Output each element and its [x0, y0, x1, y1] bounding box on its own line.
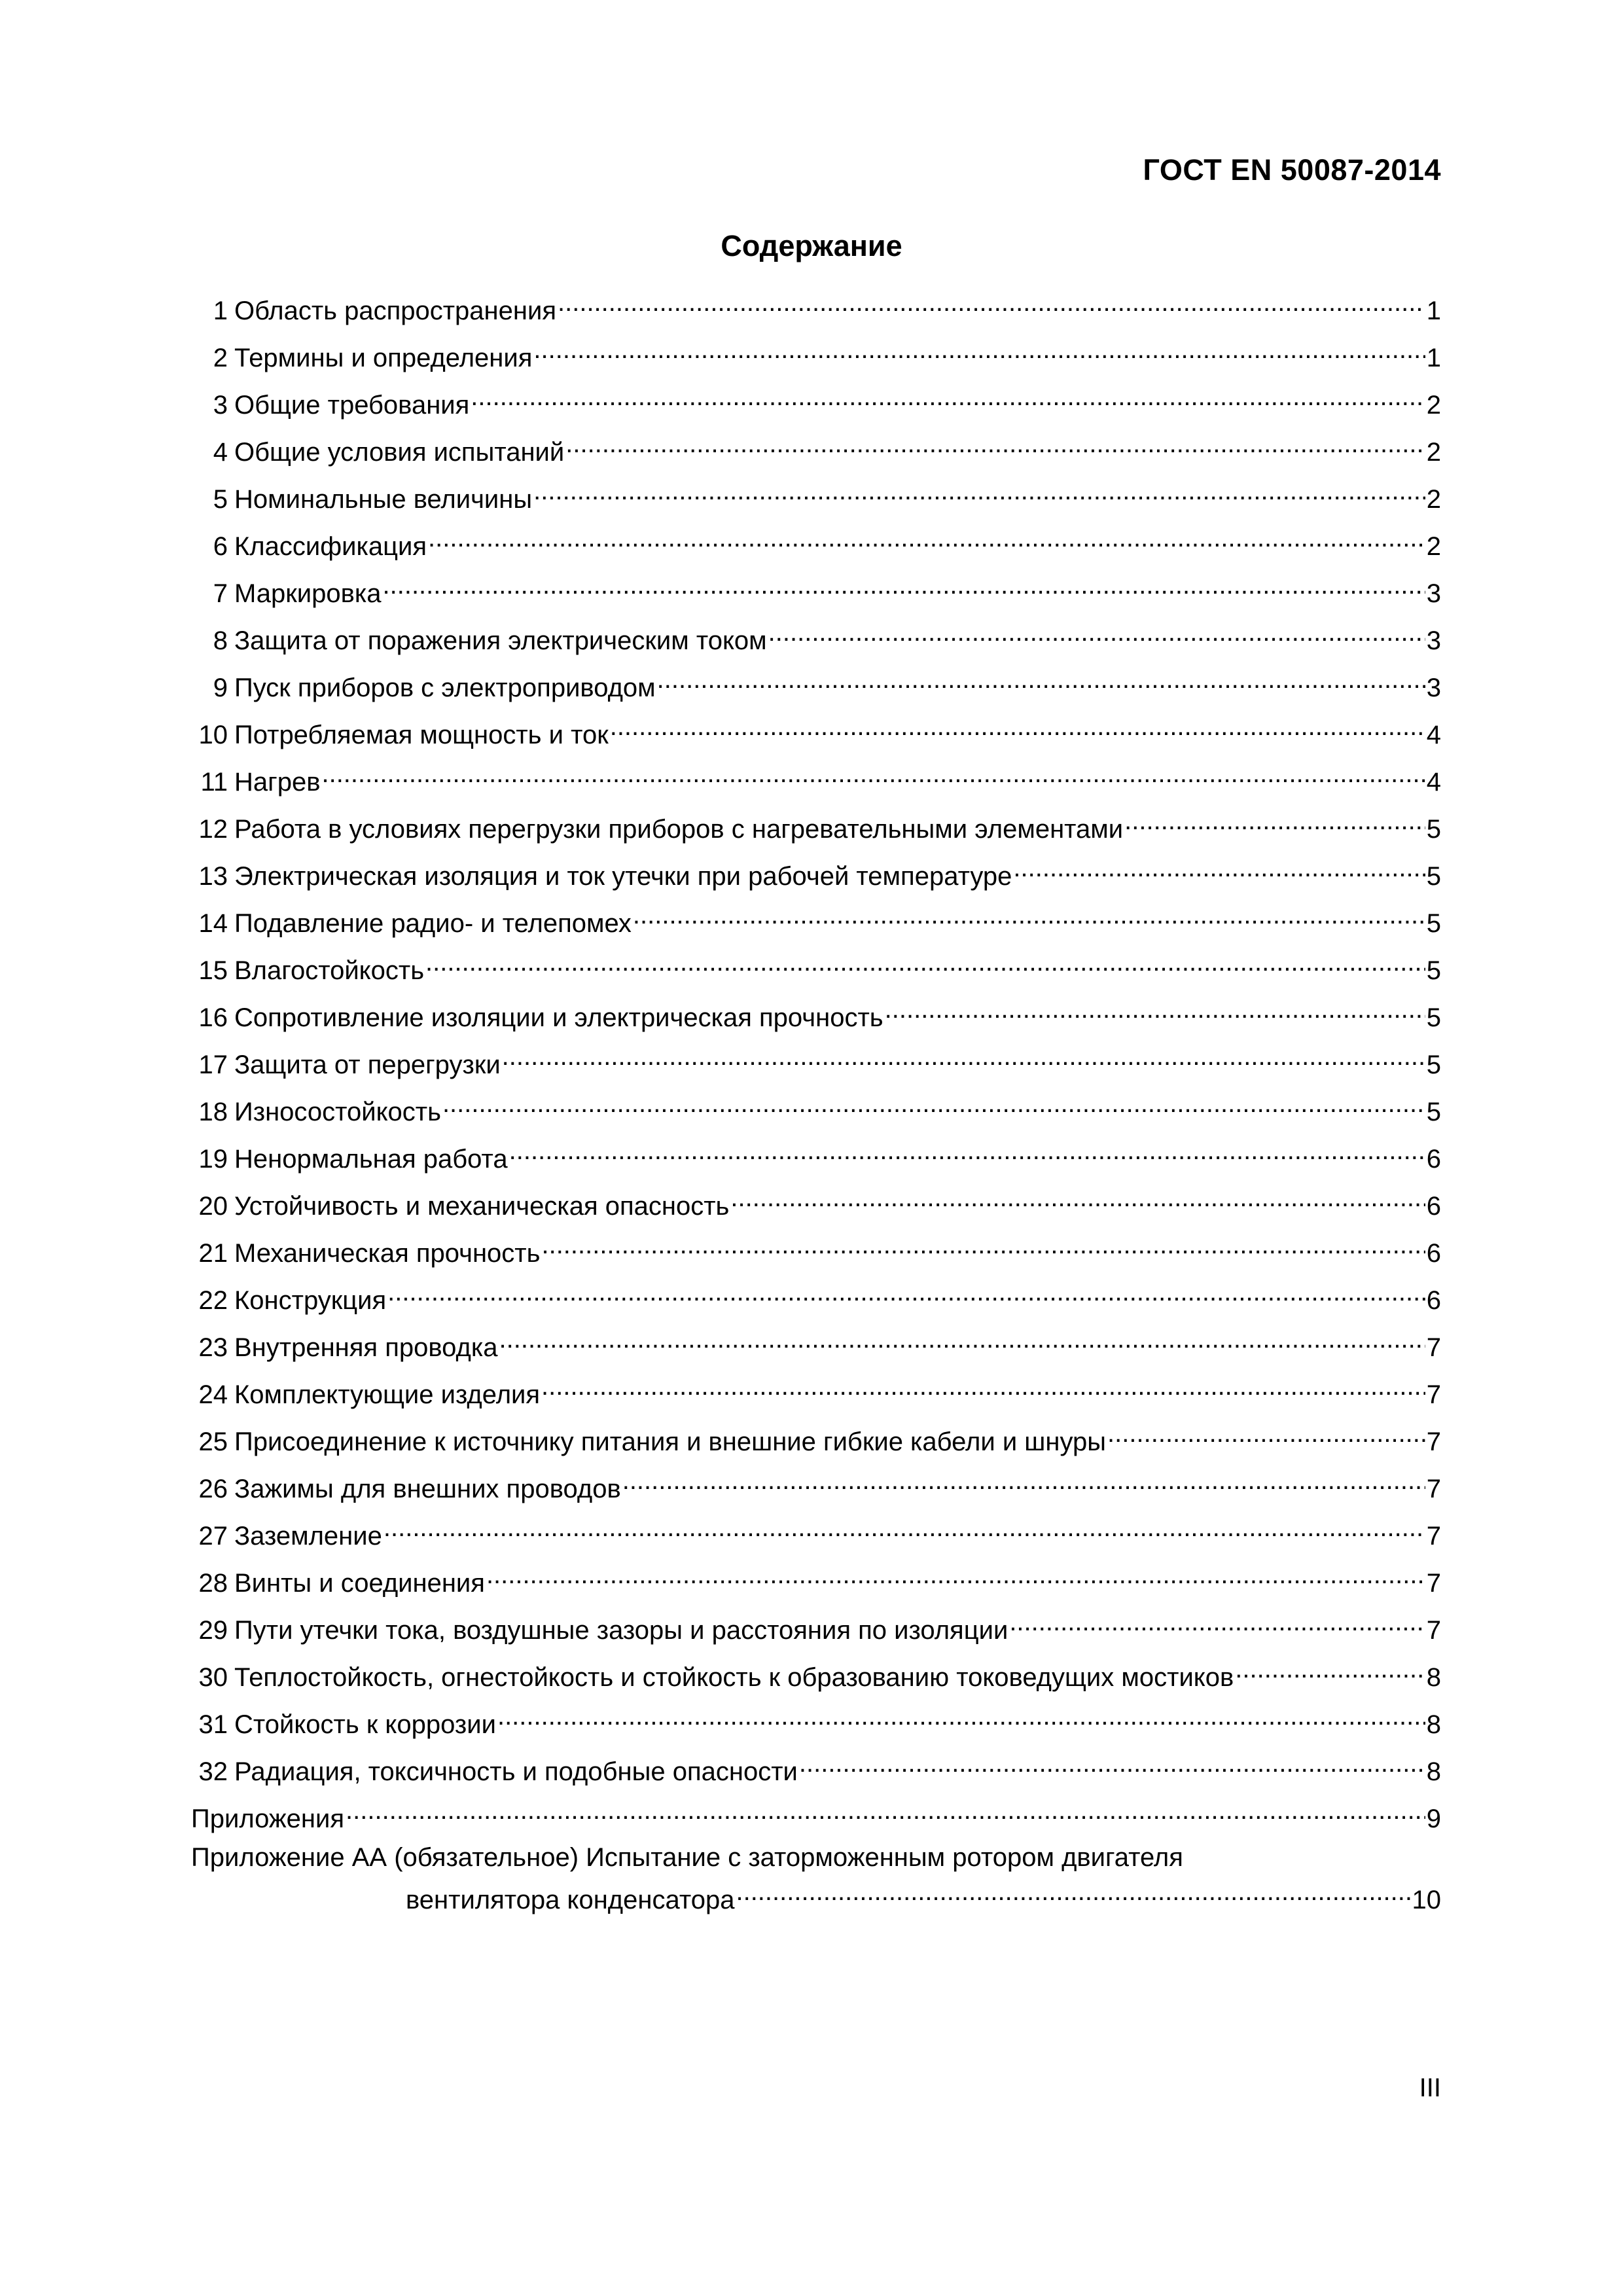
- toc-entry-page: 8: [1426, 1663, 1441, 1692]
- toc-entry-label: [191, 765, 320, 799]
- toc-entry-title: Приложения: [191, 1804, 345, 1833]
- toc-entry-title: Ненормальная работа: [234, 1145, 508, 1174]
- toc-entry-number: 29: [198, 1616, 228, 1645]
- toc-entry-label: [191, 859, 1012, 893]
- toc-entry-label: [191, 1048, 501, 1082]
- toc-entry[interactable]: [191, 1134, 1441, 1181]
- toc-entry-label: [191, 1378, 540, 1412]
- toc-entry-number: 25: [198, 1427, 228, 1456]
- toc-entry-page: 2: [1426, 438, 1441, 467]
- dot-leader: [736, 1874, 1410, 1909]
- toc-entry-label: [191, 1425, 1106, 1459]
- toc-entry-number: 18: [198, 1098, 228, 1126]
- toc-entry-page: 6: [1426, 1192, 1441, 1221]
- toc-entry[interactable]: [191, 1322, 1441, 1369]
- dot-leader: [533, 332, 1425, 367]
- toc-entry[interactable]: [191, 1699, 1441, 1746]
- toc-entry-annex-aa[interactable]: [191, 1840, 1441, 1916]
- toc-entry[interactable]: [191, 1039, 1441, 1086]
- toc-entry-number: 30: [198, 1663, 228, 1692]
- toc-entry-number: 4: [213, 438, 228, 467]
- toc-entry-page: 7: [1426, 1616, 1441, 1645]
- toc-entry-title: Стойкость к коррозии: [234, 1710, 496, 1739]
- toc-entry-title: Пуск приборов с электроприводом: [234, 673, 656, 702]
- toc-entry-page: 7: [1426, 1333, 1441, 1362]
- toc-entry-page: 5: [1426, 862, 1441, 891]
- toc-entry-number: 7: [213, 579, 228, 608]
- toc-entry-number: 21: [198, 1239, 228, 1268]
- dot-leader: [533, 474, 1425, 508]
- toc-entry-label: [191, 718, 609, 752]
- toc-entry[interactable]: [191, 851, 1441, 898]
- toc-entry-page: 9: [1426, 1804, 1441, 1833]
- toc-entry-label: [191, 1331, 497, 1365]
- toc-entry-number: 28: [198, 1569, 228, 1598]
- toc-entry-title: Маркировка: [234, 579, 382, 608]
- toc-entry[interactable]: [191, 1463, 1441, 1511]
- toc-entry-title: Комплектующие изделия: [234, 1380, 541, 1409]
- toc-entry-label: [191, 1095, 441, 1129]
- toc-entry-page: 5: [1426, 956, 1441, 985]
- toc-entry-title: Влагостойкость: [234, 956, 425, 985]
- toc-entry-title: Внутренняя проводка: [234, 1333, 498, 1362]
- toc-entry[interactable]: [191, 1605, 1441, 1652]
- toc-entry-label: [191, 1566, 485, 1600]
- toc-entry-label: [191, 1236, 540, 1270]
- toc-entry-page: 5: [1426, 815, 1441, 844]
- toc-entry[interactable]: [191, 992, 1441, 1039]
- toc-entry-title: Винты и соединения: [234, 1569, 485, 1598]
- dot-leader: [499, 1322, 1425, 1356]
- toc-entry-label: [191, 954, 424, 988]
- toc-entry-label: [191, 1519, 382, 1553]
- dot-leader: [387, 1275, 1425, 1309]
- toc-entry-title: Устойчивость и механическая опасность: [234, 1192, 730, 1221]
- toc-entry[interactable]: [191, 757, 1441, 804]
- dot-leader: [346, 1793, 1425, 1827]
- toc-entry-label: [191, 435, 564, 469]
- toc-entry-page: 2: [1426, 532, 1441, 561]
- toc-entry-label: [191, 1708, 496, 1742]
- toc-entry-number: 16: [198, 1003, 228, 1032]
- toc-entry-title: Присоединение к источнику питания и внешние гибкие кабели и шнуры: [234, 1427, 1107, 1456]
- toc-entry-title: Механическая прочность: [234, 1239, 541, 1268]
- toc-entry[interactable]: [191, 1652, 1441, 1699]
- toc-entry-page: 7: [1426, 1569, 1441, 1598]
- toc-entry-page: 1: [1426, 296, 1441, 325]
- toc-entry[interactable]: [191, 332, 1441, 380]
- toc-entry-number: 6: [213, 532, 228, 561]
- toc-entry-title: Номинальные величины: [234, 485, 533, 514]
- toc-entry-page: 4: [1426, 721, 1441, 749]
- toc-entry-label: [191, 1283, 386, 1318]
- toc-entry-title: Пути утечки тока, воздушные зазоры и расстояния по изоляции: [234, 1616, 1008, 1645]
- toc-entry[interactable]: [191, 474, 1441, 521]
- dot-leader: [622, 1463, 1425, 1498]
- toc-entry-label: [191, 812, 1123, 846]
- toc-entry-number: 2: [213, 344, 228, 372]
- toc-entry[interactable]: [191, 1369, 1441, 1416]
- toc-entry-label: [191, 482, 532, 516]
- toc-entry[interactable]: [191, 804, 1441, 851]
- dot-leader: [885, 992, 1425, 1026]
- toc-entry[interactable]: [191, 945, 1441, 992]
- toc-entry-label: [191, 294, 556, 328]
- toc-entry[interactable]: [191, 1086, 1441, 1134]
- dot-leader: [565, 427, 1425, 461]
- toc-entry-page: 8: [1426, 1710, 1441, 1739]
- dot-leader: [541, 1228, 1425, 1262]
- toc-entry-page: 6: [1426, 1145, 1441, 1174]
- toc-entry-title: Электрическая изоляция и ток утечки при рабочей температуре: [234, 862, 1012, 891]
- toc-entry-number: 20: [198, 1192, 228, 1221]
- toc-entry[interactable]: [191, 615, 1441, 662]
- toc-entry-continuation: [191, 1874, 1441, 1914]
- dot-leader: [1124, 804, 1425, 838]
- toc-entry-page: 2: [1426, 391, 1441, 420]
- toc-entry-label: [191, 1755, 798, 1789]
- dot-leader: [1235, 1652, 1425, 1686]
- toc-entry-page: 2: [1426, 485, 1441, 514]
- dot-leader: [428, 521, 1425, 555]
- page-number: III: [1419, 2073, 1441, 2102]
- dot-leader: [425, 945, 1425, 979]
- dot-leader: [541, 1369, 1425, 1403]
- toc-entry-page: 5: [1426, 1050, 1441, 1079]
- toc-entry-label: [191, 1142, 508, 1176]
- toc-entry-number: 5: [213, 485, 228, 514]
- toc-entry-title: Приложение АА (обязательное) Испытание с заторможенным ротором двигателя: [191, 1843, 1183, 1872]
- toc-entry-page: 7: [1426, 1380, 1441, 1409]
- toc-entry-page: 1: [1426, 344, 1441, 372]
- toc-entry-label: [191, 1613, 1008, 1647]
- toc-entry-page: 10: [1412, 1886, 1441, 1914]
- toc-entry[interactable]: [191, 1228, 1441, 1275]
- toc-entry-number: 26: [198, 1475, 228, 1503]
- dot-leader: [382, 568, 1425, 602]
- dot-leader: [1107, 1416, 1425, 1450]
- dot-leader: [383, 1511, 1425, 1545]
- toc-entry-title: Зажимы для внешних проводов: [234, 1475, 621, 1503]
- toc-entry-page: 8: [1426, 1757, 1441, 1786]
- toc-entry-number: 32: [198, 1757, 228, 1786]
- toc-entry[interactable]: [191, 1181, 1441, 1228]
- toc-entry-page: 3: [1426, 579, 1441, 608]
- toc-entry-title: Радиация, токсичность и подобные опасности: [234, 1757, 798, 1786]
- toc-entry-number: 13: [198, 862, 228, 891]
- toc-entry-number: 27: [198, 1522, 228, 1551]
- toc-entry-number: 10: [198, 721, 228, 749]
- toc-entry-number: 8: [213, 626, 228, 655]
- toc-entry-title: Сопротивление изоляции и электрическая прочность: [234, 1003, 883, 1032]
- toc-entry[interactable]: [191, 1416, 1441, 1463]
- toc-entry[interactable]: [191, 1558, 1441, 1605]
- toc-entry-label: [191, 341, 532, 375]
- toc-entry[interactable]: [191, 662, 1441, 709]
- toc-entry-page: 7: [1426, 1427, 1441, 1456]
- toc-entry-number: 3: [213, 391, 228, 420]
- toc-entry-page: 3: [1426, 626, 1441, 655]
- dot-leader: [799, 1746, 1425, 1780]
- dot-leader: [633, 898, 1425, 932]
- toc-entry-title-cont: вентилятора конденсатора: [406, 1886, 735, 1914]
- toc-entry[interactable]: [191, 568, 1441, 615]
- dot-leader: [657, 662, 1425, 696]
- toc-entry-label: [191, 388, 469, 422]
- toc-entry-number: 9: [213, 673, 228, 702]
- dot-leader: [321, 757, 1425, 791]
- toc-entry-number: 22: [198, 1286, 228, 1315]
- table-of-contents: [191, 285, 1441, 1916]
- dot-leader: [558, 285, 1425, 319]
- toc-entry-label: [191, 1472, 621, 1506]
- dot-leader: [509, 1134, 1425, 1168]
- toc-entry-title: Нагрев: [234, 768, 321, 797]
- toc-entry-page: 7: [1426, 1522, 1441, 1551]
- toc-entry-page: 7: [1426, 1475, 1441, 1503]
- toc-entry-label: [191, 1660, 1234, 1695]
- dot-leader: [768, 615, 1425, 649]
- toc-entry-number: 31: [198, 1710, 228, 1739]
- toc-entry-label: [191, 624, 767, 658]
- toc-entry-label: [191, 529, 427, 564]
- toc-entry-number: 15: [198, 956, 228, 985]
- dot-leader: [1009, 1605, 1425, 1639]
- toc-entry[interactable]: [191, 380, 1441, 427]
- toc-title: Содержание: [721, 229, 902, 262]
- toc-entry-title: Конструкция: [234, 1286, 387, 1315]
- toc-entry-number: 14: [198, 909, 228, 938]
- toc-entry-title: Классификация: [234, 532, 427, 561]
- dot-leader: [497, 1699, 1425, 1733]
- toc-entry-title: Потребляемая мощность и ток: [234, 721, 609, 749]
- toc-entry[interactable]: [191, 427, 1441, 474]
- toc-entry[interactable]: [191, 521, 1441, 568]
- toc-entry-number: 17: [198, 1050, 228, 1079]
- toc-entry-page: 5: [1426, 909, 1441, 938]
- toc-entry-label: [191, 1189, 729, 1223]
- toc-entry-page: 3: [1426, 673, 1441, 702]
- toc-entry-label: [406, 1883, 734, 1917]
- dot-leader: [730, 1181, 1425, 1215]
- toc-entry-title: Работа в условиях перегрузки приборов с нагревательными элементами: [234, 815, 1124, 844]
- toc-entry-label: [191, 1001, 883, 1035]
- toc-entry[interactable]: [191, 1511, 1441, 1558]
- toc-entry-page: 5: [1426, 1098, 1441, 1126]
- document-code: ГОСТ EN 50087-2014: [1143, 153, 1441, 187]
- toc-entry-page: 6: [1426, 1239, 1441, 1268]
- toc-entry[interactable]: [191, 285, 1441, 332]
- toc-entry-number: 1: [213, 296, 228, 325]
- toc-entry-number: 12: [198, 815, 228, 844]
- toc-entry-title: Заземление: [234, 1522, 382, 1551]
- toc-entry-title: Общие требования: [234, 391, 470, 420]
- toc-entry[interactable]: [191, 1746, 1441, 1793]
- toc-entry-title: Защита от поражения электрическим током: [234, 626, 767, 655]
- toc-entry-page: 5: [1426, 1003, 1441, 1032]
- toc-entry-title: Теплостойкость, огнестойкость и стойкость к образованию токоведущих мостиков: [234, 1663, 1234, 1692]
- toc-entry[interactable]: [191, 1275, 1441, 1322]
- toc-entry-label: [191, 577, 381, 611]
- dot-leader: [486, 1558, 1425, 1592]
- toc-entry-title: Термины и определения: [234, 344, 533, 372]
- toc-entry-title: Защита от перегрузки: [234, 1050, 501, 1079]
- toc-entry-label: [191, 906, 632, 941]
- dot-leader: [502, 1039, 1425, 1073]
- toc-entry-page: 6: [1426, 1286, 1441, 1315]
- toc-entry-number: 19: [198, 1145, 228, 1174]
- dot-leader: [442, 1086, 1425, 1121]
- toc-entry-title: Общие условия испытаний: [234, 438, 565, 467]
- dot-leader: [471, 380, 1425, 414]
- toc-entry-appendices[interactable]: [191, 1793, 1441, 1840]
- toc-entry[interactable]: [191, 709, 1441, 757]
- toc-entry-label: [191, 671, 656, 705]
- toc-entry[interactable]: [191, 898, 1441, 945]
- toc-entry-title: Подавление радио- и телепомех: [234, 909, 632, 938]
- toc-entry-page: 4: [1426, 768, 1441, 797]
- toc-entry-title: Износостойкость: [234, 1098, 441, 1126]
- dot-leader: [610, 709, 1425, 744]
- toc-entry-number: 23: [198, 1333, 228, 1362]
- toc-entry-title: Область распространения: [234, 296, 556, 325]
- toc-entry-number: 24: [198, 1380, 228, 1409]
- toc-entry-number: 11: [200, 768, 228, 797]
- toc-entry-label: [191, 1802, 344, 1836]
- dot-leader: [1013, 851, 1425, 885]
